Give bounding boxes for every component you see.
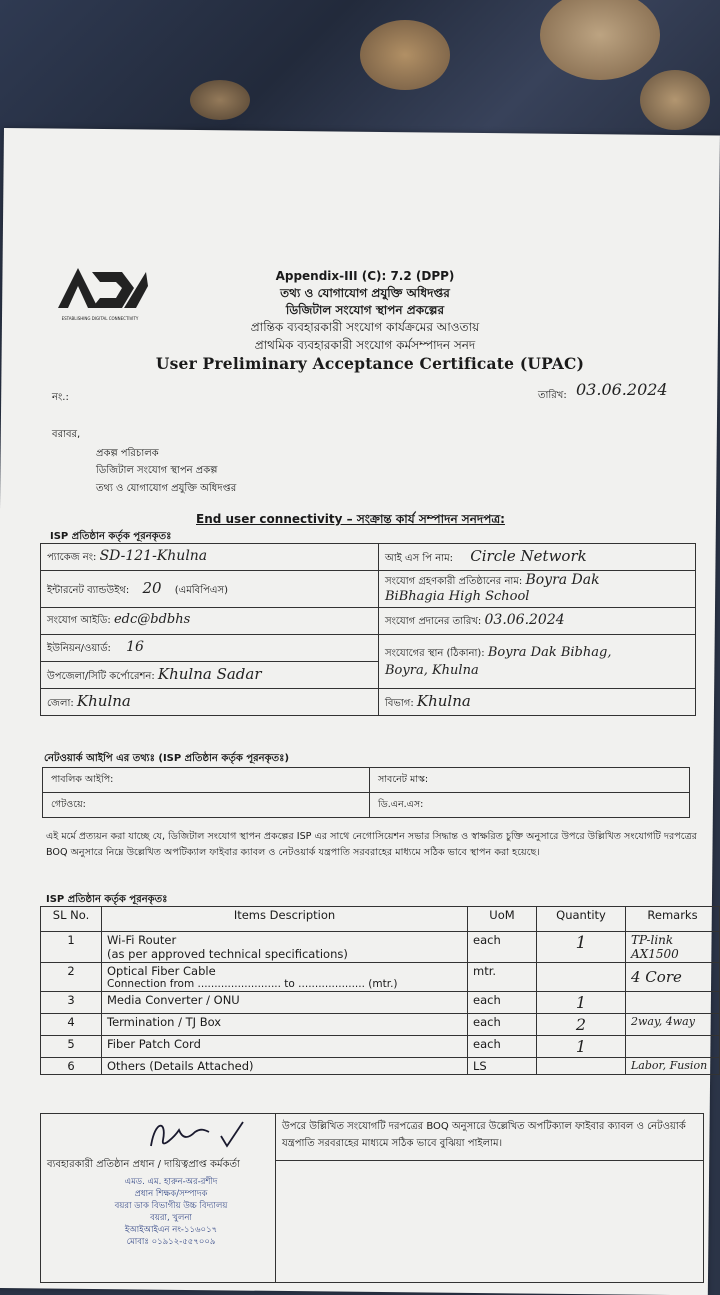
date-label: তারিখ: <box>538 390 567 401</box>
handwritten-signature <box>145 1116 255 1156</box>
isp-cell: আই এস পি নাম: Circle Network <box>379 544 696 571</box>
svg-text:ESTABLISHING DIGITAL CONNECTIV: ESTABLISHING DIGITAL CONNECTIVITY <box>61 316 139 321</box>
col-uom: UoM <box>468 907 537 932</box>
date-value: 03.06.2024 <box>576 380 668 399</box>
institution-head-label: ব্যবহারকারী প্রতিষ্ঠান প্রধান / দায়িত্বপ্রাপ্ত কর্মকর্তা <box>47 1159 240 1170</box>
network-info-table <box>42 767 690 818</box>
address-line-3: তথ্য ও যোগাযোগ প্রযুক্তি অধিদপ্তর <box>96 483 237 494</box>
table-row: 4 Termination / TJ Box each 2 2way, 4way <box>41 1014 720 1036</box>
network-section-label: নেটওয়ার্ক আইপি এর তথ্যঃ (ISP প্রতিষ্ঠান কর্তৃক পূরনকৃতঃ) <box>44 753 290 764</box>
public-ip-cell: পাবলিক আইপি: <box>43 768 370 793</box>
receipt-blank <box>276 1161 704 1283</box>
subject-line: End user connectivity – সংক্রান্ত কার্য সম্পাদন সনদপত্র: <box>196 512 505 526</box>
items-section-label: ISP প্রতিষ্ঠান কর্তৃক পূরনকৃতঃ <box>46 894 168 905</box>
official-stamp: এমড. এম. হারুন-অর-রশীদ প্রধান শিক্ষক/সম্পাদক বয়রা ডাক বিভাগীয় উচ্চ বিদ্যালয় বয়রা, খুলনা ইআইআইএন নং-১১৬০১৭ মোবাঃ ০১৯১২-৫৫৭০০৯ <box>114 1177 228 1247</box>
appendix-label: Appendix-III (C): 7.2 (DPP) <box>275 269 455 283</box>
col-quantity: Quantity <box>537 907 626 932</box>
subnet-cell: সাবনেট মাস্ক: <box>370 768 690 793</box>
gateway-cell: গেটওয়ে: <box>43 793 370 818</box>
connection-id-cell: সংযোগ আইডি: edc@bdbhs <box>41 608 379 635</box>
page-title: User Preliminary Acceptance Certificate (UPAC) <box>155 354 585 373</box>
flower-pattern <box>360 20 450 90</box>
table-row: 6 Others (Details Attached) LS Labor, Fusion <box>41 1058 720 1075</box>
division-cell: বিভাগ: Khulna <box>379 689 696 716</box>
flower-pattern <box>190 80 250 120</box>
recipient-cell: সংযোগ গ্রহণকারী প্রতিষ্ঠানের নাম: Boyra Dak BiBhagia High School <box>379 571 696 608</box>
isp-section-label: ISP প্রতিষ্ঠান কর্তৃক পূরনকৃতঃ <box>50 531 172 542</box>
district-cell: জেলা: Khulna <box>41 689 379 716</box>
header-line-4: প্রাথমিক ব্যবহারকারী সংযোগ কর্মসম্পাদন সনদ <box>254 338 476 352</box>
signature-table <box>40 1113 704 1283</box>
col-description: Items Description <box>102 907 468 932</box>
package-cell: প্যাকেজ নং: SD-121-Khulna <box>41 544 379 571</box>
col-sl: SL No. <box>41 907 102 932</box>
dns-cell: ডি.এন.এস: <box>370 793 690 818</box>
location-cell: সংযোগের স্থান (ঠিকানা): Boyra Dak Bibhag, Boyra, Khulna <box>379 635 696 689</box>
connection-date-cell: সংযোগ প্রদানের তারিখ: 03.06.2024 <box>379 608 696 635</box>
bandwidth-cell: ইন্টারনেট ব্যান্ডউইথ: 20 (এমবিপিএস) <box>41 571 379 608</box>
header-line-3: প্রান্তিক ব্যবহারকারী সংযোগ কার্যক্রমের আওতায় <box>250 320 480 334</box>
table-row: 3 Media Converter / ONU each 1 <box>41 992 720 1014</box>
signature-cell <box>41 1114 276 1283</box>
ref-no-label: নং.: <box>52 392 69 403</box>
address-line-2: ডিজিটাল সংযোগ স্থাপন প্রকল্প <box>96 465 218 476</box>
items-header-row <box>41 907 720 932</box>
table-row: 2 Optical Fiber Cable Connection from ......................... to .................... (mtr.) mtr. 4 Core <box>41 963 720 992</box>
union-cell: ইউনিয়ন/ওয়ার্ড: 16 <box>41 635 379 662</box>
flower-pattern <box>540 0 660 80</box>
items-table <box>40 906 720 1075</box>
department-name: তথ্য ও যোগাযোগ প্রযুক্তি অধিদপ্তর <box>280 286 450 300</box>
table-row: 1 Wi-Fi Router (as per approved technical specifications) each 1 TP-link AX1500 <box>41 932 720 963</box>
project-name: ডিজিটাল সংযোগ স্থাপন প্রকল্পের <box>285 303 445 317</box>
address-line-1: প্রকল্প পরিচালক <box>96 448 159 459</box>
upazila-cell: উপজেলা/সিটি কর্পোরেশন: Khulna Sadar <box>41 662 379 689</box>
connection-info-table <box>40 543 696 716</box>
receipt-statement: উপরে উল্লিখিত সংযোগটি দরপত্রের BOQ অনুসারে উল্লেখিত অপটিক্যাল ফাইবার ক্যাবল ও নেটওয়ার্ক যন্ত্রপাতি সরবরাহের মাধ্যমে সঠিক ভাবে বুঝিয়া পাইলাম। <box>276 1114 704 1161</box>
col-remarks: Remarks <box>626 907 720 932</box>
declaration-text: এই মর্মে প্রত্যয়ন করা যাচ্ছে যে, ডিজিটাল সংযোগ স্থাপন প্রকল্পের ISP এর সাথে নেগোসিয়েশন সভার সিদ্ধান্ত ও স্বাক্ষরিত চুক্তি অনুসারে উপরে উল্লিখিত সংযোগটি দরপত্রের BOQ অনুসারে নিম্নে উল্লেখিত অপটিক্যাল ফাইবার ক্যাবল ও নেটওয়ার্ক যন্ত্রপাতি সরবরাহের মাধ্যমে সঠিক ভাবে স্থাপন করা হয়েছে। <box>46 831 697 858</box>
table-row: 5 Fiber Patch Cord each 1 <box>41 1036 720 1058</box>
flower-pattern <box>640 70 710 130</box>
address-to: বরাবর, <box>52 429 81 440</box>
